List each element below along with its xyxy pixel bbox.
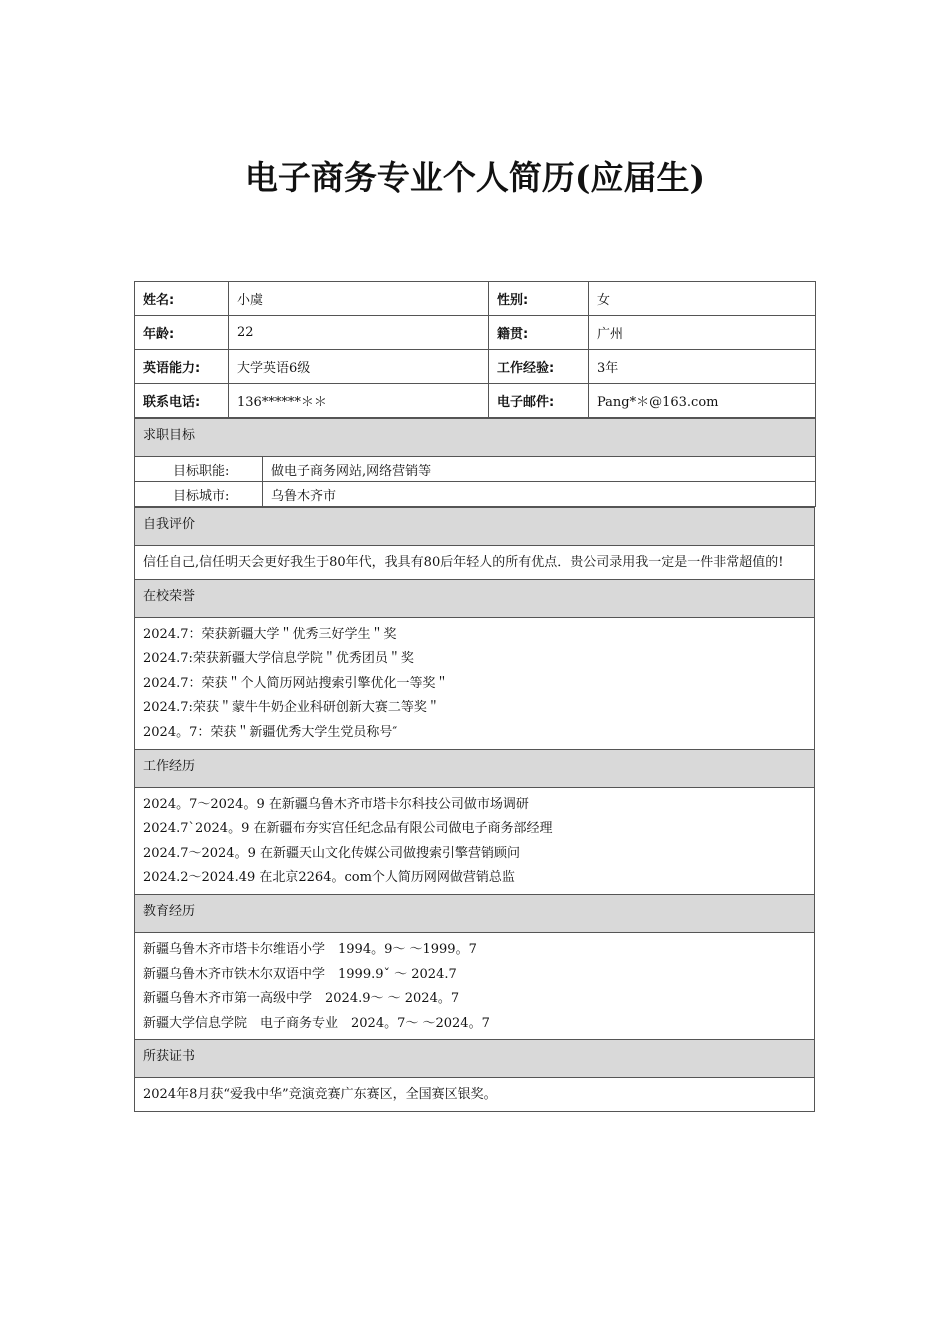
objective-header: 求职目标 [135, 419, 816, 457]
page-title: 电子商务专业个人简历(应届生) [244, 158, 706, 197]
certs-section-header [135, 1040, 815, 1078]
honor-item: 2024。7：荣获＂新疆优秀大学生党员称号″ [143, 724, 398, 740]
basic-info-table [134, 281, 816, 418]
work-body [135, 787, 815, 894]
objective-section-header [135, 419, 816, 457]
certs-header: 所获证书 [135, 1040, 815, 1078]
resume-table [134, 281, 815, 1112]
education-item: 新疆乌鲁木齐市塔卡尔维语小学 1994。9～ ～1999。7 [143, 941, 477, 957]
honors-body [135, 617, 815, 749]
target-city-value: 乌鲁木齐市 [263, 482, 816, 507]
hometown-label: 籍贯: [489, 316, 589, 350]
target-position-value: 做电子商务网站,网络营销等 [263, 457, 816, 482]
english-label: 英语能力: [135, 350, 229, 384]
honors-header: 在校荣誉 [135, 579, 815, 617]
info-row-contact [135, 384, 816, 418]
honor-item: 2024.7：荣获新疆大学＂优秀三好学生＂奖 [143, 626, 397, 642]
education-item: 新疆乌鲁木齐市铁木尔双语中学 1999.9ˇ ～ 2024.7 [143, 966, 457, 982]
work-item: 2024。7～2024。9 在新疆乌鲁木齐市塔卡尔科技公司做市场调研 [143, 796, 529, 812]
info-row-age [135, 316, 816, 350]
phone-value: 136******＊＊ [229, 384, 489, 418]
self-eval-section-header [135, 508, 815, 546]
age-value: 22 [229, 316, 489, 350]
honor-item: 2024.7：荣获＂个人简历网站搜索引擎优化一等奖＂ [143, 675, 449, 691]
info-row-english [135, 350, 816, 384]
work-item: 2024.7`2024。9 在新疆布夯实宫任纪念品有限公司做电子商务部经理 [143, 821, 553, 837]
self-eval-header: 自我评价 [135, 508, 815, 546]
work-item: 2024.7～2024。9 在新疆天山文化传媒公司做搜索引擎营销顾问 [143, 845, 520, 861]
name-value: 小虞 [229, 282, 489, 316]
education-item: 新疆大学信息学院 电子商务专业 2024。7～ ～2024。7 [143, 1015, 490, 1031]
experience-value: 3年 [589, 350, 816, 384]
info-row-name [135, 282, 816, 316]
education-item: 新疆乌鲁木齐市第一高级中学 2024.9～ ～ 2024。7 [143, 991, 460, 1007]
honor-item: 2024.7:荣获＂蒙牛牛奶企业科研创新大赛二等奖＂ [143, 700, 440, 716]
hometown-value: 广州 [589, 316, 816, 350]
gender-value: 女 [589, 282, 816, 316]
cert-item: 2024年8月获“爱我中华”竞演竞赛广东赛区，全国赛区银奖。 [143, 1087, 497, 1103]
objective-table [134, 418, 816, 507]
objective-city-row [135, 482, 816, 507]
self-eval-body [135, 546, 815, 580]
honors-section-header [135, 579, 815, 617]
english-value: 大学英语6级 [229, 350, 489, 384]
sections-table [134, 507, 815, 1112]
education-section-header [135, 894, 815, 932]
work-header: 工作经历 [135, 749, 815, 787]
education-body [135, 932, 815, 1039]
certs-body [135, 1078, 815, 1112]
education-header: 教育经历 [135, 894, 815, 932]
objective-position-row [135, 457, 816, 482]
phone-label: 联系电话: [135, 384, 229, 418]
experience-label: 工作经验: [489, 350, 589, 384]
self-eval-text: 信任自己,信任明天会更好我生于80年代，我具有80后年轻人的所有优点．贵公司录用我一定是一件非常超值的! [143, 555, 784, 570]
name-label: 姓名: [135, 282, 229, 316]
email-value: Pang*＊@163.com [589, 384, 816, 418]
gender-label: 性别: [489, 282, 589, 316]
target-city-label: 目标城市: [135, 482, 263, 507]
email-label: 电子邮件: [489, 384, 589, 418]
honor-item: 2024.7:荣获新疆大学信息学院＂优秀团员＂奖 [143, 651, 414, 667]
work-item: 2024.2～2024.49 在北京2264。com个人简历网网做营销总监 [143, 870, 515, 886]
age-label: 年龄: [135, 316, 229, 350]
work-section-header [135, 749, 815, 787]
target-position-label: 目标职能: [135, 457, 263, 482]
